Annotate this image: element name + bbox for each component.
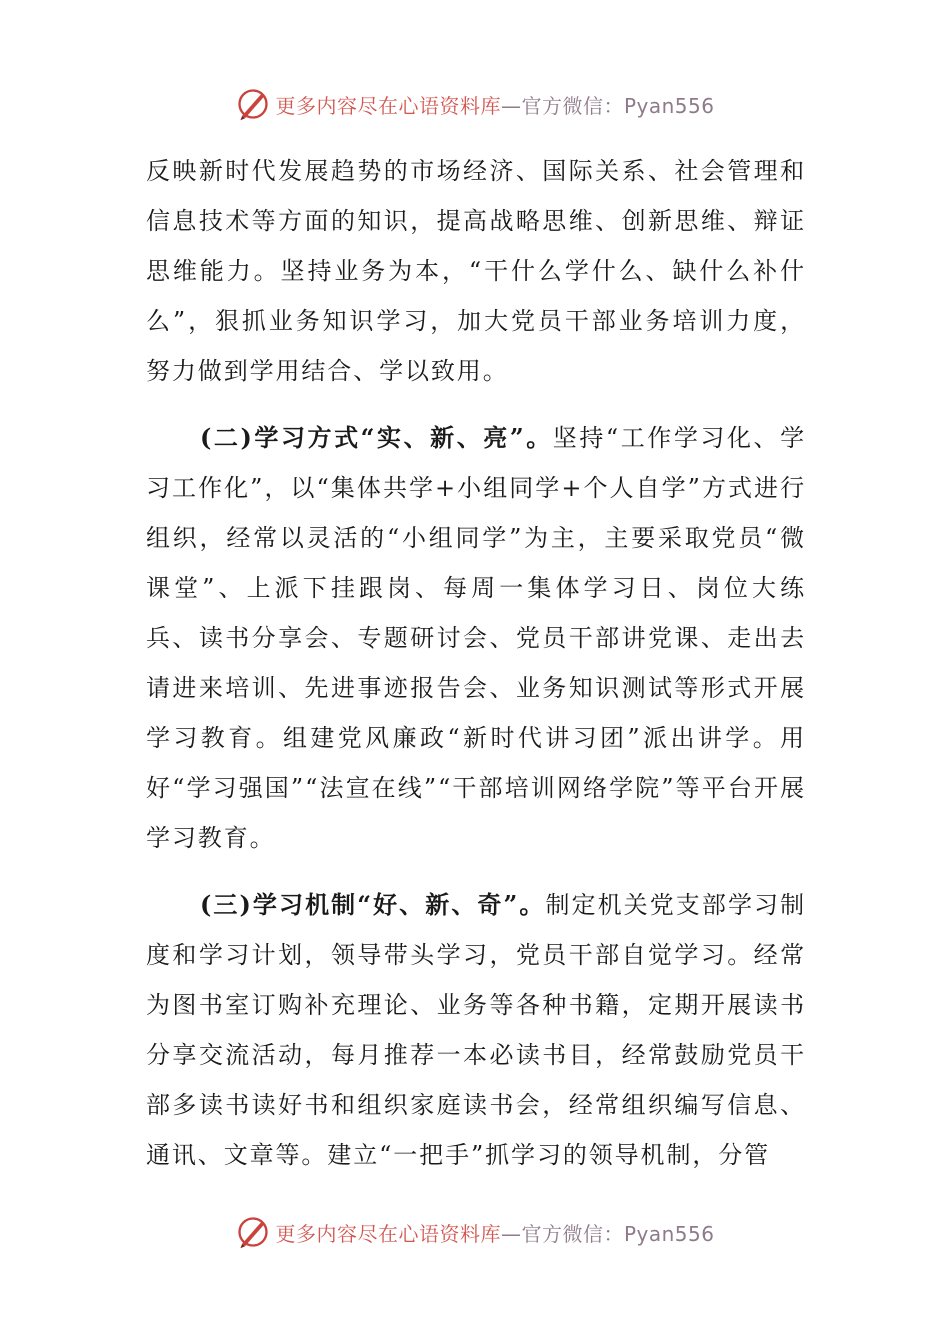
paragraph-2-heading: (二)学习方式“实、新、亮”。 bbox=[200, 423, 553, 452]
document-body bbox=[146, 146, 806, 1180]
paragraph-1 bbox=[146, 146, 806, 396]
footer-contact: —官方微信：Pyan556 bbox=[500, 1221, 715, 1246]
pen-logo-icon bbox=[235, 1214, 271, 1250]
paragraph-1-text: 反映新时代发展趋势的市场经济、国际关系、社会管理和信息技术等方面的知识，提高战略思维、创新思维、辩证思维能力。坚持业务为本，“干什么学什么、缺什么补什么”，狠抓业务知识学习，加大党员干部业务培训力度，努力做到学用结合、学以致用。 bbox=[146, 157, 806, 385]
footer-brand: 更多内容尽在心语资料库 bbox=[275, 1221, 501, 1246]
paragraph-3-text: 制定机关党支部学习制度和学习计划，领导带头学习，党员干部自觉学习。经常为图书室订购补充理论、业务等各种书籍，定期开展读书分享交流活动，每月推荐一本必读书目，经常鼓励党员干部多读书读好书和组织家庭读书会，经常组织编写信息、通讯、文章等。建立“一把手”抓学习的领导机制，分管 bbox=[146, 891, 807, 1169]
header-banner bbox=[0, 84, 950, 124]
pen-logo-icon bbox=[235, 86, 271, 122]
header-brand: 更多内容尽在心语资料库 bbox=[275, 93, 501, 118]
paragraph-2 bbox=[146, 413, 806, 863]
header-contact: —官方微信：Pyan556 bbox=[500, 93, 715, 118]
paragraph-3 bbox=[146, 880, 806, 1180]
paragraph-2-text: 坚持“工作学习化、学习工作化”，以“集体共学+小组同学+个人自学”方式进行组织，经常以灵活的“小组同学”为主，主要采取党员“微课堂”、上派下挂跟岗、每周一集体学习日、岗位大练兵、读书分享会、专题研讨会、党员干部讲党课、走出去请进来培训、先进事迹报告会、业务知识测试等形式开展学习教育。组建党风廉政“新时代讲习团”派出讲学。用好“学习强国”“法宣在线”“干部培训网络学院”等平台开展学习教育。 bbox=[146, 424, 806, 852]
paragraph-3-heading: (三)学习机制“好、新、奇”。 bbox=[200, 890, 546, 919]
footer-banner bbox=[0, 1212, 950, 1252]
